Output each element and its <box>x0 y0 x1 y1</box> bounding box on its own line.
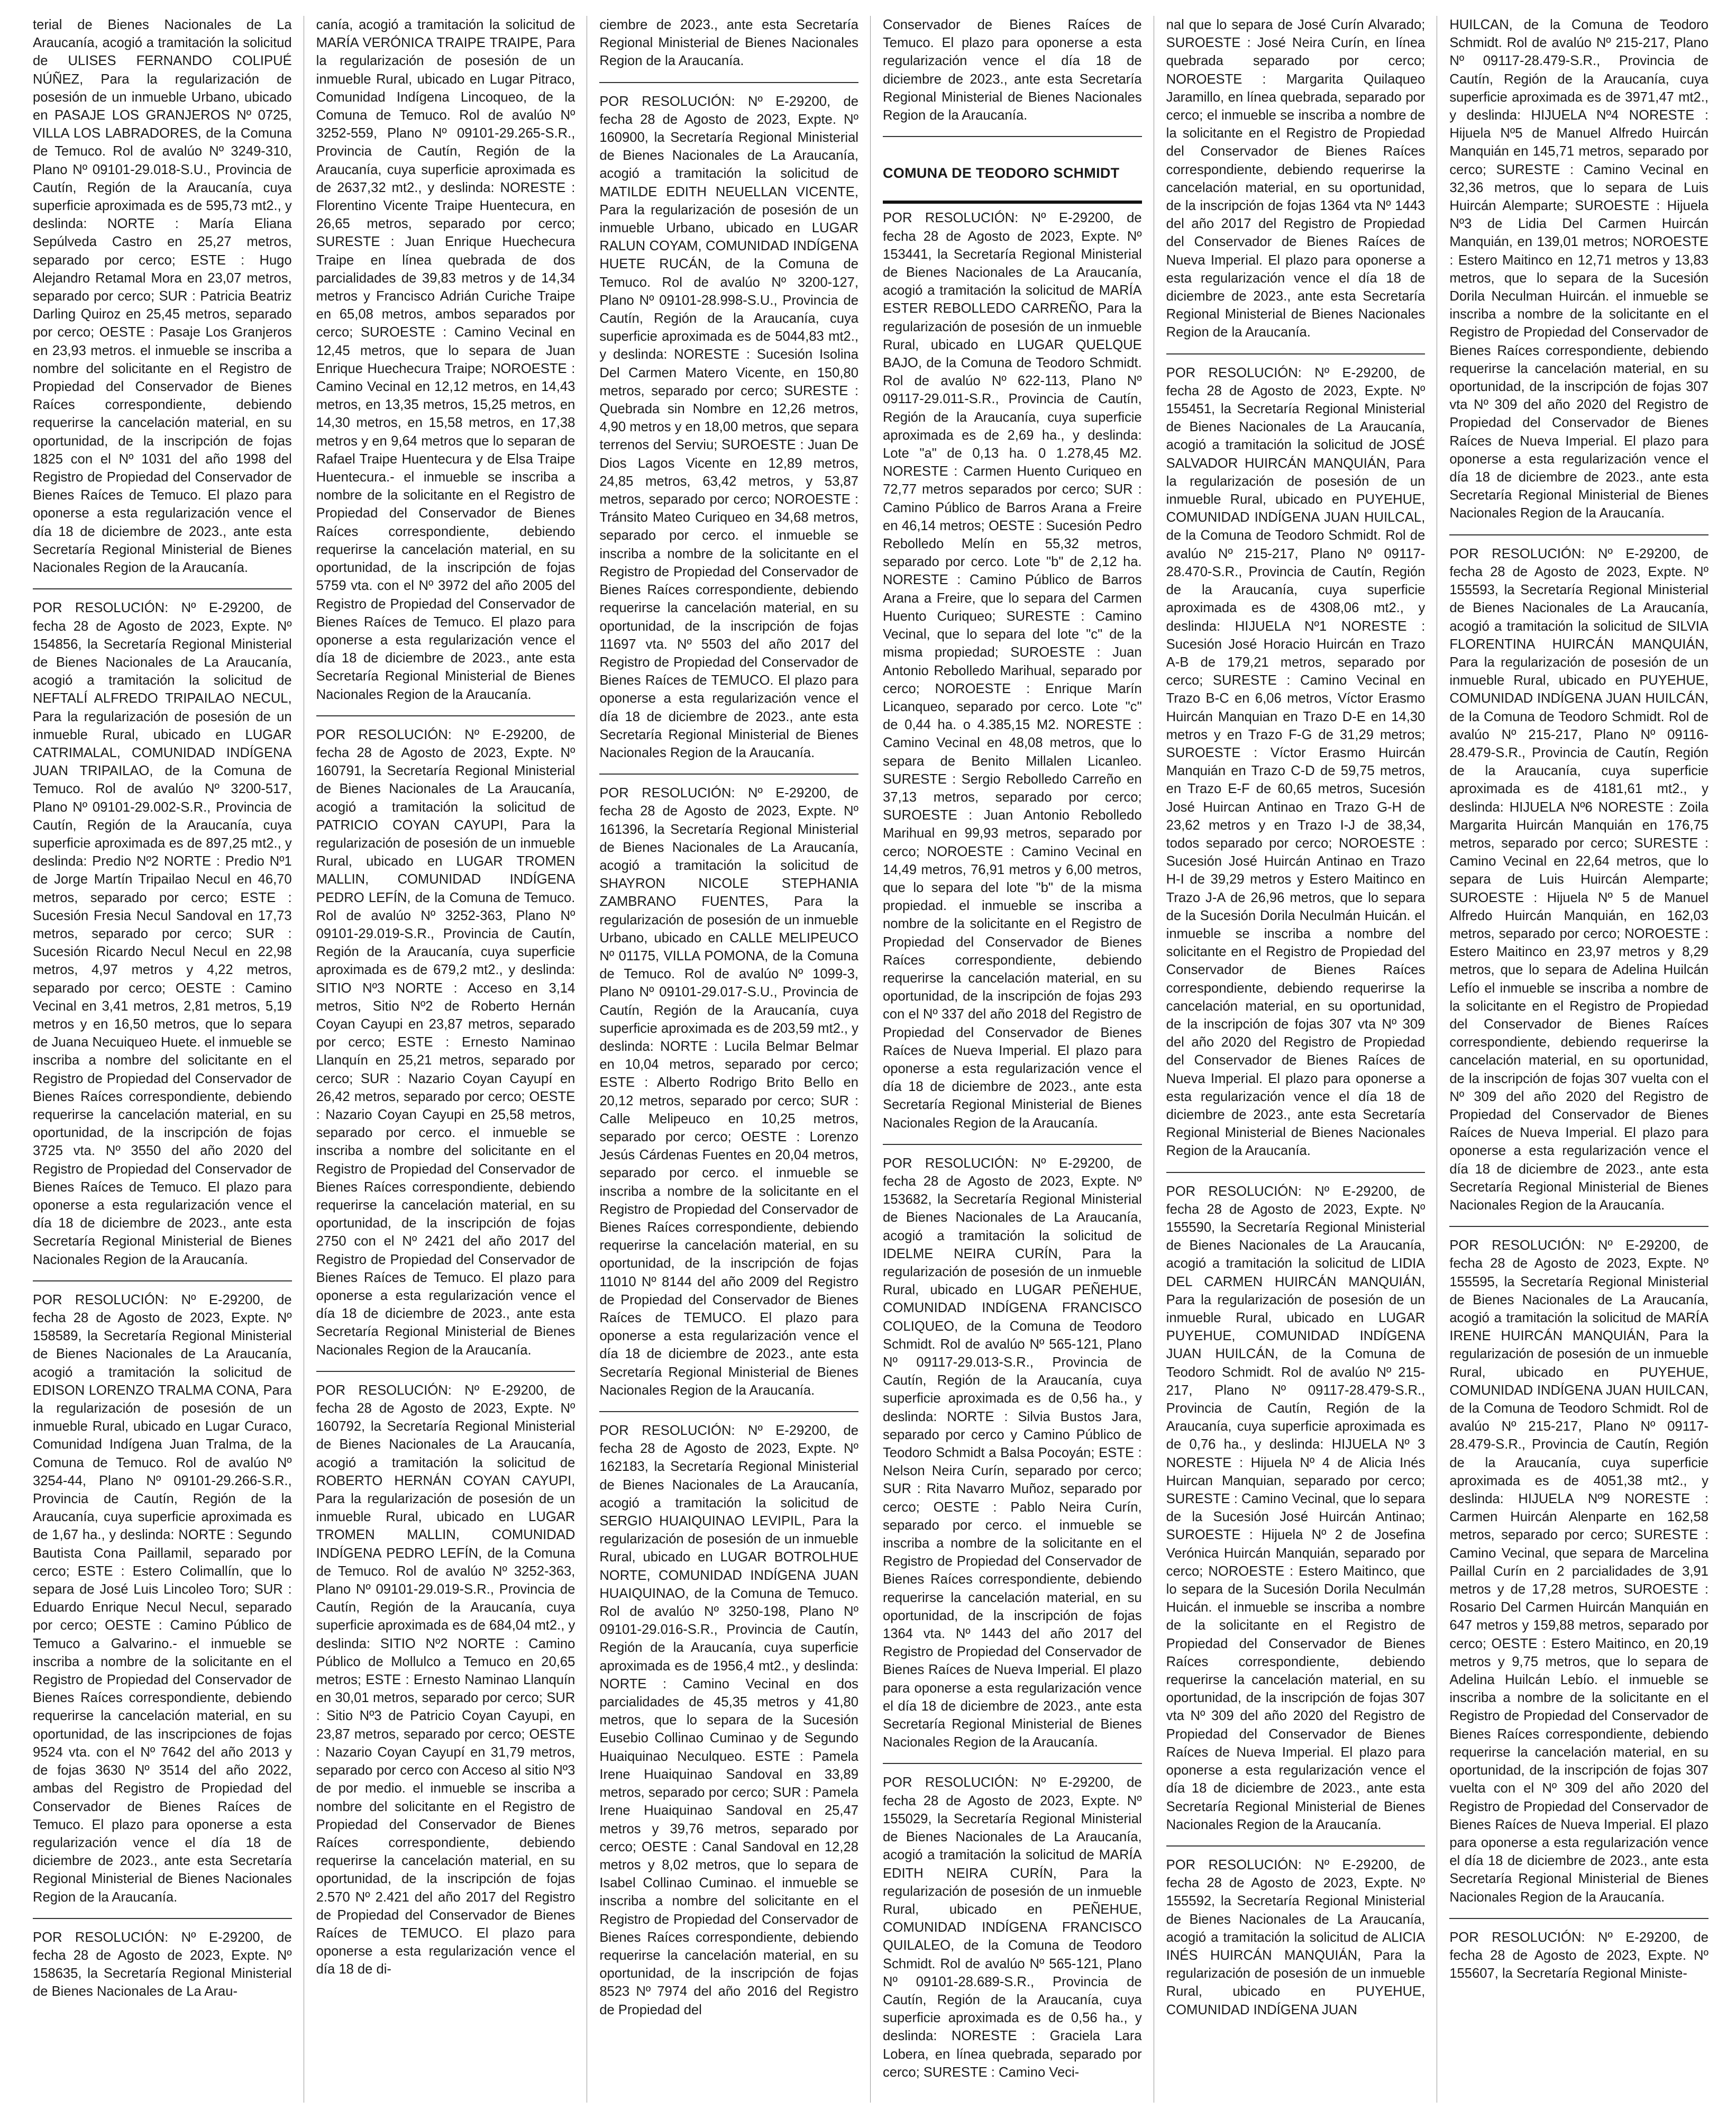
notice-text: POR RESOLUCIÓN: Nº E-29200, de fecha 28 de Agosto de 2023, Expte. Nº 155593, la Secretaría Regional Ministerial de Bienes Nacionales de La Araucanía, acogió a tramitación la solicitud de SILVIA FLORENTINA HUIRCÁN MANQUIÁN, Para la regularización de posesión de un inmueble Rural, ubicado en PUYEHUE, COMUNIDAD INDÍGENA JUAN HUILCÁN, de la Comuna de Teodoro Schmidt. Rol de avalúo Nº 215-217, Plano Nº 09116-28.479-S.R., Provincia de Cautín, Región de la Araucanía, cuya superficie aproximada es de 4181,61 mt2., y deslinda: HIJUELA Nº6 NORESTE : Zoila Margarita Huircán Manquián en 176,75 metros, separado por cerco; SURESTE : Camino Vecinal en 22,64 metros, que lo separa de Luis Huircán Alemparte; SUROESTE : Hijuela Nº 5 de Manuel Alfredo Huircán Manquián, en 162,03 metros, separado por cerco; NOROESTE : Estero Maitinco en 23,97 metros y 8,29 metros, que lo separa de Adelina Huilcán Lefío el inmueble se inscriba a nombre de la solicitante en el Registro de Propiedad del Conservador de Bienes Raíces correspondiente, debiendo requerirse la cancelación material, en su oportunidad, de la inscripción de fojas 307 vuelta con el Nº 309 del año 2020 del Registro de Propiedad del Conservador de Bienes Raíces de Nueva Imperial. El plazo para oponerse a esta regularización vence el día 18 de diciembre de 2023., ante esta Secretaría Regional Ministerial de Bienes Nacionales Region de la Araucanía. <box>1449 546 1708 1213</box>
legal-notice <box>883 209 1142 1144</box>
column-3 <box>599 16 858 2103</box>
legal-notice <box>1166 1183 1426 1847</box>
notice-text: COMUNA DE TEODORO SCHMIDT <box>882 165 1120 181</box>
notice-text: POR RESOLUCIÓN: Nº E-29200, de fecha 28 de Agosto de 2023, Expte. Nº 155029, la Secretaría Regional Ministerial de Bienes Nacionales de La Araucanía, acogió a tramitación la solicitud de MARÍA EDITH NEIRA CURÍN, Para la regularización de posesión de un inmueble Rural, ubicado en PEÑEHUE, COMUNIDAD INDÍGENA FRANCISCO QUILALEO, de la Comuna de Teodoro Schmidt. Rol de avalúo Nº 565-121, Plano Nº 09101-28.689-S.R., Provincia de Cautín, Región de la Araucanía, cuya superficie aproximada es de 0,56 ha., y deslinda: NORESTE : Graciela Lara Lobera, en línea quebrada, separado por cerco; SURESTE : Camino Veci- <box>882 1775 1142 2080</box>
notice-text: POR RESOLUCIÓN: Nº E-29200, de fecha 28 de Agosto de 2023, Expte. Nº 160900, la Secretaría Regional Ministerial de Bienes Nacionales de La Araucanía, acogió a tramitación la solicitud de MATILDE EDITH NEUELLAN VICENTE, Para la regularización de posesión de un inmueble Urbano, ubicado en LUGAR RALUN COYAM, COMUNIDAD INDÍGENA HUETE RUCÁN, de la Comuna de Temuco. Rol de avalúo Nº 3200-127, Plano Nº 09101-28.998-S.U., Provincia de Cautín, Región de la Araucanía, cuya superficie aproximada es de 5044,83 mt2., y deslinda: NORESTE : Sucesión Isolina Del Carmen Matero Vicente, en 150,80 metros, separado por cerco; SURESTE : Quebrada sin Nombre en 12,26 metros, 4,90 metros y en 18,00 metros, que separa terrenos del Serviu; SUROESTE : Juan De Dios Lagos Vicente en 12,89 metros, 24,85 metros, 63,42 metros, y 53,87 metros, separado por cerco; NOROESTE : Tránsito Mateo Curiqueo en 34,68 metros, separado por cerco. el inmueble se inscriba a nombre de la solicitante en el Registro de Propiedad del Conservador de Bienes Raíces correspondiente, debiendo requerirse la cancelación material, en su oportunidad, de la inscripción de fojas 11697 vta. Nº 5503 del año 2017 del Registro de Propiedad del Conservador de Bienes Raíces de TEMUCO. El plazo para oponerse a esta regularización vence el día 18 de diciembre de 2023., ante esta Secretaría Regional Ministerial de Bienes Nacionales Region de la Araucanía. <box>599 94 858 760</box>
legal-notice <box>316 1381 575 1990</box>
legal-notice <box>33 1929 292 2013</box>
notice-text: POR RESOLUCIÓN: Nº E-29200, de fecha 28 de Agosto de 2023, Expte. Nº 153441, la Secretaría Regional Ministerial de Bienes Nacionales de La Araucanía, acogió a tramitación la solicitud de MARÍA ESTER REBOLLEDO CARREÑO, Para la regularización de posesión de un inmueble Rural, ubicado en LUGAR QUELQUE BAJO, de la Comuna de Teodoro Schmidt. Rol de avalúo Nº 622-113, Plano Nº 09117-29.011-S.R., Provincia de Cautín, Región de la Araucanía, cuya superficie aproximada es de 2,69 ha., y deslinda: Lote "a" de 0,13 ha. 0 1.278,45 M2. NORESTE : Carmen Huento Curiqueo en 72,77 metros separados por cerco; SUR : Camino Público de Barros Arana a Freire en 46,14 metros; OESTE : Sucesión Pedro Rebolledo Melín en 55,32 metros, separado por cerco. Lote "b" de 2,12 ha. NORESTE : Camino Público de Barros Arana a Freire, que lo separa del Carmen Huento Curiqueo; SURESTE : Camino Vecinal, que lo separa del lote "c" de la misma propiedad; SUROESTE : Juan Antonio Rebolledo Marihual, separado por cerco; NOROESTE : Enrique Marín Licanqueo, separado por cerco. Lote "c" de 0,44 ha. o 4.385,15 M2. NORESTE : Camino Vecinal en 48,08 metros, que lo separa de Benito Millalen Licanleo. SURESTE : Sergio Rebolledo Carreño en 37,13 metros, separado por cerco; SUROESTE : Juan Antonio Rebolledo Marihual en 99,93 metros, separado por cerco; NOROESTE : Camino Vecinal en 14,49 metros, 76,91 metros y 6,00 metros, que lo separa del lote "b" de la misma propiedad. el inmueble se inscriba a nombre de la solicitante en el Registro de Propiedad del Conservador de Bienes Raíces correspondiente, debiendo requerirse la cancelación material, en su oportunidad, de la inscripción de fojas 293 con el Nº 337 del año 2018 del Registro de Propiedad del Conservador de Bienes Raíces de Nueva Imperial. El plazo para oponerse a esta regularización vence el día 18 de diciembre de 2023., ante esta Secretaría Regional Ministerial de Bienes Nacionales Region de la Araucanía. <box>882 211 1142 1131</box>
notice-text: POR RESOLUCIÓN: Nº E-29200, de fecha 28 de Agosto de 2023, Expte. Nº 158589, la Secretaría Regional Ministerial de Bienes Nacionales de La Araucanía, acogió a tramitación la solicitud de EDISON LORENZO TRALMA CONA, Para la regularización de posesión de un inmueble Rural, ubicado en Lugar Curaco, Comunidad Indígena Juan Tralma, de la Comuna de Temuco. Rol de avalúo Nº 3254-44, Plano Nº 09101-29.266-S.R., Provincia de Cautín, Región de la Araucanía, cuya superficie aproximada es de 1,67 ha., y deslinda: NORTE : Segundo Bautista Cona Paillamil, separado por cerco; ESTE : Estero Colimallín, que lo separa de José Luis Lincoleo Toro; SUR : Eduardo Enrique Necul Necul, separado por cerco; OESTE : Camino Público de Temuco a Galvarino.- el inmueble se inscriba a nombre de la solicitante en el Registro de Propiedad del Conservador de Bienes Raíces correspondiente, debiendo requerirse la cancelación material, en su oportunidad, de las inscripciones de fojas 9524 vta. con el Nº 7642 del año 2013 y de fojas 3630 Nº 3514 del año 2022, ambas del Registro de Propiedad del Conservador de Bienes Raíces de Temuco. El plazo para oponerse a esta regularización vence el día 18 de diciembre de 2023., ante esta Secretaría Regional Ministerial de Bienes Nacionales Region de la Araucanía. <box>33 1292 292 1905</box>
notice-text: ciembre de 2023., ante esta Secretaría Regional Ministerial de Bienes Nacionales Region de la Araucanía. <box>599 17 858 69</box>
notice-continuation <box>33 16 292 589</box>
legal-notice <box>883 1154 1142 1765</box>
legal-notice <box>1166 364 1426 1173</box>
legal-notice <box>316 726 575 1372</box>
notice-text: nal que lo separa de José Curín Alvarado; SUROESTE : José Neira Curín, en línea quebrada separado por cerco; NOROESTE : Margarita Quilaqueo Jaramillo, en línea quebrada, separado por cerco; el inmueble se inscriba a nombre de la solicitante en el Registro de Propiedad del Conservador de Bienes Raíces correspondiente, debiendo requerirse la cancelación material, en su oportunidad, de la inscripción de fojas 1364 vta Nº 1443 del año 2017 del Registro de Propiedad del Conservador de Bienes Raíces de Nueva Imperial. El plazo para oponerse a esta regularización vence el día 18 de diciembre de 2023., ante esta Secretaría Regional Ministerial de Bienes Nacionales Region de la Araucanía. <box>1166 17 1426 340</box>
notice-text: Conservador de Bienes Raíces de Temuco. El plazo para oponerse a esta regularización vence el día 18 de diciembre de 2023., ante esta Secretaría Regional Ministerial de Bienes Nacionales Region de la Araucanía. <box>882 17 1142 123</box>
notice-text: POR RESOLUCIÓN: Nº E-29200, de fecha 28 de Agosto de 2023, Expte. Nº 153682, la Secretaría Regional Ministerial de Bienes Nacionales de La Araucanía, acogió a tramitación la solicitud de IDELME NEIRA CURÍN, Para la regularización de posesión de un inmueble Rural, ubicado en LUGAR PEÑEHUE, COMUNIDAD INDÍGENA FRANCISCO COLIQUEO, de la Comuna de Teodoro Schmidt. Rol de avalúo Nº 565-121, Plano Nº 09117-29.013-S.R., Provincia de Cautín, Región de la Araucanía, cuya superficie aproximada es de 0,56 ha., y deslinda: NORTE : Silvia Bustos Jara, separado por cerco y Camino Público de Teodoro Schmidt a Balsa Pocoyán; ESTE : Nelson Neira Curín, separado por cerco; SUR : Rita Navarro Muñoz, separado por cerco; OESTE : Pablo Neira Curín, separado por cerco. el inmueble se inscriba a nombre de la solicitante en el Registro de Propiedad del Conservador de Bienes Raíces correspondiente, debiendo requerirse la cancelación material, en su oportunidad, de la inscripción de fojas 1364 vta. Nº 1443 del año 2017 del Registro de Propiedad del Conservador de Bienes Raíces de Nueva Imperial. El plazo para oponerse a esta regularización vence el día 18 de diciembre de 2023., ante esta Secretaría Regional Ministerial de Bienes Nacionales Region de la Araucanía. <box>882 1156 1142 1750</box>
legal-notice <box>33 599 292 1281</box>
notice-text: canía, acogió a tramitación la solicitud de MARÍA VERÓNICA TRAIPE TRAIPE, Para la regularización de posesión de un inmueble Rural, ubicado en Lugar Pitraco, Comunidad Indígena Lincoqueo, de la Comuna de Temuco. Rol de avalúo Nº 3252-559, Plano Nº 09101-29.265-S.R., Provincia de Cautín, Región de la Araucanía, cuya superficie aproximada es de 2637,32 mt2., y deslinda: NORESTE : Florentino Vicente Traipe Huentecura, en 26,65 metros, separado por cerco; SURESTE : Juan Enrique Huechecura Traipe en línea quebrada de dos parcialidades de 39,83 metros y de 14,34 metros y Francisco Adrián Curiche Traipe en 65,08 metros, ambos separados por cerco; SUROESTE : Camino Vecinal en 12,45 metros, que lo separa de Juan Enrique Huechecura Traipe; NOROESTE : Camino Vecinal en 12,12 metros, en 14,43 metros, en 13,35 metros, 15,25 metros, en 14,30 metros, en 15,58 metros, en 17,38 metros y en 9,64 metros que lo separan de Rafael Traipe Huentecura y de Elsa Traipe Huentecura.- el inmueble se inscriba a nombre de la solicitante en el Registro de Propiedad del Conservador de Bienes Raíces correspondiente, debiendo requerirse la cancelación material, en su oportunidad, de la inscripción de fojas 5759 vta. con el Nº 3972 del año 2005 del Registro de Propiedad del Conservador de Bienes Raíces de Temuco. El plazo para oponerse a esta regularización vence el día 18 de diciembre de 2023., ante esta Secretaría Regional Ministerial de Bienes Nacionales Region de la Araucanía. <box>316 17 575 702</box>
notice-continuation <box>1166 16 1426 354</box>
notice-text: terial de Bienes Nacionales de La Araucanía, acogió a tramitación la solicitud de ULISES FERNANDO COLIPUÉ NÚÑEZ, Para la regularización de posesión de un inmueble Urbano, ubicado en PASAJE LOS GRANJEROS Nº 0725, VILLA LOS LABRADORES, de la Comuna de Temuco. Rol de avalúo Nº 3249-310, Plano Nº 09101-29.018-S.U., Provincia de Cautín, Región de la Araucanía, cuya superficie aproximada es de 595,73 mt2., y deslinda: NORTE : María Eliana Sepúlveda Castro en 25,27 metros, separado por cerco; ESTE : Hugo Alejandro Retamal Mora en 23,07 metros, separado por cerco; SUR : Patricia Beatriz Darling Quiroz en 25,45 metros, separado por cerco; OESTE : Pasaje Los Granjeros en 23,93 metros. el inmueble se inscriba a nombre del solicitante en el Registro de Propiedad del Conservador de Bienes Raíces correspondiente, debiendo requerirse la cancelación material, en su oportunidad, de la inscripción de fojas 1825 con el Nº 1031 del año 1998 del Registro de Propiedad del Conservador de Bienes Raíces de Temuco. El plazo para oponerse a esta regularización vence el día 18 de diciembre de 2023., ante esta Secretaría Regional Ministerial de Bienes Nacionales Region de la Araucanía. <box>33 17 292 576</box>
notice-continuation <box>599 16 858 83</box>
notice-text: POR RESOLUCIÓN: Nº E-29200, de fecha 28 de Agosto de 2023, Expte. Nº 154856, la Secretaría Regional Ministerial de Bienes Nacionales de La Araucanía, acogió a tramitación la solicitud de NEFTALÍ ALFREDO TRIPAILAO NECUL, Para la regularización de posesión de un inmueble Rural, ubicado en LUGAR CATRIMALAL, COMUNIDAD INDÍGENA JUAN TRIPAILAO, de la Comuna de Temuco. Rol de avalúo Nº 3200-517, Plano Nº 09101-29.002-S.R., Provincia de Cautín, Región de la Araucanía, cuya superficie aproximada es de 897,25 mt2., y deslinda: Predio Nº2 NORTE : Predio Nº1 de Jorge Martín Tripailao Necul en 46,70 metros, separado por cerco; ESTE : Sucesión Fresia Necul Sandoval en 17,73 metros, separado por cerco; SUR : Sucesión Ricardo Necul Necul en 22,98 metros, 4,97 metros y 4,22 metros, separado por cerco; OESTE : Camino Vecinal en 3,41 metros, 2,81 metros, 5,19 metros y en 16,50 metros, que lo separa de Juana Necuiqueo Huete. el inmueble se inscriba a nombre del solicitante en el Registro de Propiedad del Conservador de Bienes Raíces correspondiente, debiendo requerirse la cancelación material, en su oportunidad, de la inscripción de fojas 3725 vta. Nº 3550 del año 2020 del Registro de Propiedad del Conservador de Bienes Raíces de Temuco. El plazo para oponerse a esta regularización vence el día 18 de diciembre de 2023., ante esta Secretaría Regional Ministerial de Bienes Nacionales Region de la Araucanía. <box>33 601 292 1267</box>
notice-text: POR RESOLUCIÓN: Nº E-29200, de fecha 28 de Agosto de 2023, Expte. Nº 160791, la Secretaría Regional Ministerial de Bienes Nacionales de La Araucanía, acogió a tramitación la solicitud de PATRICIO COYAN CAYUPI, Para la regularización de posesión de un inmueble Rural, ubicado en LUGAR TROMEN MALLIN, COMUNIDAD INDÍGENA PEDRO LEFÍN, de la Comuna de Temuco. Rol de avalúo Nº 3252-363, Plano Nº 09101-29.019-S.R., Provincia de Cautín, Región de la Araucanía, cuya superficie aproximada es de 679,2 mt2., y deslinda: SITIO Nº3 NORTE : Acceso en 3,14 metros, Sitio Nº2 de Roberto Hernán Coyan Cayupi en 23,87 metros, separado por cerco; ESTE : Ernesto Naminao Llanquín en 25,21 metros, separado por cerco; SUR : Nazario Coyan Cayupí en 26,42 metros, separado por cerco; OESTE : Nazario Coyan Cayupi en 25,58 metros, separado por cerco. el inmueble se inscriba a nombre del solicitante en el Registro de Propiedad del Conservador de Bienes Raíces correspondiente, debiendo requerirse la cancelación material, en su oportunidad, de la inscripción de fojas 2750 con el Nº 2421 del año 2017 del Registro de Propiedad del Conservador de Bienes Raíces de Temuco. El plazo para oponerse a esta regularización vence el día 18 de diciembre de 2023., ante esta Secretaría Regional Ministerial de Bienes Nacionales Region de la Araucanía. <box>316 727 575 1358</box>
notice-text: POR RESOLUCIÓN: Nº E-29200, de fecha 28 de Agosto de 2023, Expte. Nº 155451, la Secretaría Regional Ministerial de Bienes Nacionales de La Araucanía, acogió a tramitación la solicitud de JOSÉ SALVADOR HUIRCÁN MANQUIÁN, Para la regularización de posesión de un inmueble Rural, ubicado en PUYEHUE, COMUNIDAD INDÍGENA JUAN HUILCAL, de la Comuna de Teodoro Schmidt. Rol de avalúo Nº 215-217, Plano Nº 09117-28.470-S.R., Provincia de Cautín, Región de la Araucanía, cuya superficie aproximada es de 4308,06 mt2., y deslinda: HIJUELA Nº1 NORESTE : Sucesión José Horacio Huircán en Trazo A-B de 179,21 metros, separado por cerco; SURESTE : Camino Vecinal en Trazo B-C en 6,06 metros, Víctor Erasmo Huircán Manquian en Trazo D-E en 14,30 metros y en Trazo F-G de 31,29 metros; SUROESTE : Víctor Erasmo Huircán Manquián en Trazo C-D de 59,75 metros, en Trazo E-F de 60,65 metros, Sucesión José Huircan Antinao en Trazo G-H de 23,62 metros y en Trazo I-J de 38,34, todos separado por cerco; NOROESTE : Sucesión José Huircán Antinao en Trazo H-I de 39,29 metros y Estero Maitinco en Trazo J-A de 26,96 metros, que lo separa de la Sucesión Dorila Neculmán Huicán. el inmueble se inscriba a nombre del solicitante en el Registro de Propiedad del Conservador de Bienes Raíces correspondiente, debiendo requerirse la cancelación material, en su oportunidad, de la inscripción de fojas 307 vta Nº 309 del año 2020 del Registro de Propiedad del Conservador de Bienes Raíces de Nueva Imperial. El plazo para oponerse a esta regularización vence el día 18 de diciembre de 2023., ante esta Secretaría Regional Ministerial de Bienes Nacionales Region de la Araucanía. <box>1166 365 1426 1159</box>
legal-notice <box>1449 545 1708 1227</box>
legal-notice <box>883 1774 1142 2093</box>
notice-text: POR RESOLUCIÓN: Nº E-29200, de fecha 28 de Agosto de 2023, Expte. Nº 162183, la Secretaría Regional Ministerial de Bienes Nacionales de La Araucanía, acogió a tramitación la solicitud de SERGIO HUAIQUINAO LEVIPIL, Para la regularización de posesión de un inmueble Rural, ubicado en LUGAR BOTROLHUE NORTE, COMUNIDAD INDÍGENA JUAN HUAIQUINAO, de la Comuna de Temuco. Rol de avalúo Nº 3250-198, Plano Nº 09101-29.016-S.R., Provincia de Cautín, Región de la Araucanía, cuya superficie aproximada es de 1956,4 mt2., y deslinda: NORTE : Camino Vecinal en dos parcialidades de 45,35 metros y 41,80 metros, que lo separa de la Sucesión Eusebio Collinao Cuminao y de Segundo Huaiquinao Neculqueo. ESTE : Pamela Irene Huaiquinao Sandoval en 33,89 metros, separado por cerco; SUR : Pamela Irene Huaiquinao Sandoval en 25,47 metros y 39,76 metros, separado por cerco; OESTE : Canal Sandoval en 12,28 metros y 8,02 metros, que lo separa de Isabel Collinao Cuminao. el inmueble se inscriba a nombre del solicitante en el Registro de Propiedad del Conservador de Bienes Raíces correspondiente, debiendo requerirse la cancelación material, en su oportunidad, de la inscripción de fojas 8523 Nº 7974 del año 2016 del Registro de Propiedad del <box>599 1423 858 2017</box>
notice-text: POR RESOLUCIÓN: Nº E-29200, de fecha 28 de Agosto de 2023, Expte. Nº 158635, la Secretaría Regional Ministerial de Bienes Nacionales de La Arau- <box>33 1930 292 1999</box>
legal-notice <box>1449 1236 1708 1919</box>
notice-text: POR RESOLUCIÓN: Nº E-29200, de fecha 28 de Agosto de 2023, Expte. Nº 155595, la Secretaría Regional Ministerial de Bienes Nacionales de La Araucanía, acogió a tramitación la solicitud de MARÍA IRENE HUIRCÁN MANQUIÁN, Para la regularización de posesión de un inmueble Rural, ubicado en PUYEHUE, COMUNIDAD INDÍGENA JUAN HUILCAN, de la Comuna de Teodoro Schmidt. Rol de avalúo Nº 215-217, Plano Nº 09117-28.479-S.R., Provincia de Cautín, Región de la Araucanía, cuya superficie aproximada es de 4051,38 mt2., y deslinda: HIJUELA Nº9 NORESTE : Carmen Huircán Alenparte en 162,58 metros, separado por cerco; SURESTE : Camino Vecinal, que separa de Marcelina Paillal Curín en 2 parcialidades de 3,91 metros y de 17,28 metros, SUROESTE : Rosario Del Carmen Huircán Manquián en 647 metros y 159,88 metros, separado por cerco; OESTE : Estero Maitinco, en 20,19 metros y 9,75 metros, que lo separa de Adelina Huilcán Lebío. el inmueble se inscriba a nombre de la solicitante en el Registro de Propiedad del Conservador de Bienes Raíces correspondiente, debiendo requerirse la cancelación material, en su oportunidad, de la inscripción de fojas 307 vuelta con el Nº 309 del año 2020 del Registro de Propiedad del Conservador de Bienes Raíces de Nueva Imperial. El plazo para oponerse a esta regularización vence el día 18 de diciembre de 2023., ante esta Secretaría Regional Ministerial de Bienes Nacionales Region de la Araucanía. <box>1449 1238 1708 1905</box>
column-4 <box>883 16 1142 2103</box>
legal-notice <box>599 93 858 775</box>
section-heading <box>883 147 1142 204</box>
legal-notice <box>1449 1929 1708 1995</box>
column-1 <box>33 16 292 2103</box>
legal-notice <box>33 1291 292 1919</box>
legal-notice <box>599 784 858 1412</box>
notice-continuation <box>316 16 575 716</box>
notice-text: POR RESOLUCIÓN: Nº E-29200, de fecha 28 de Agosto de 2023, Expte. Nº 160792, la Secretaría Regional Ministerial de Bienes Nacionales de La Araucanía, acogió a tramitación la solicitud de ROBERTO HERNÁN COYAN CAYUPI, Para la regularización de posesión de un inmueble Rural, ubicado en LUGAR TROMEN MALLIN, COMUNIDAD INDÍGENA PEDRO LEFÍN, de la Comuna de Temuco. Rol de avalúo Nº 3252-363, Plano Nº 09101-29.019-S.R., Provincia de Cautín, Región de la Araucanía, cuya superficie aproximada es de 684,04 mt2., y deslinda: SITIO Nº2 NORTE : Camino Público de Mollulco a Temuco en 20,65 metros; ESTE : Ernesto Naminao Llanquín en 30,01 metros, separado por cerco; SUR : Sitio Nº3 de Patricio Coyan Cayupi, en 23,87 metros, separado por cerco; OESTE : Nazario Coyan Cayupí en 31,79 metros, separado por cerco con Acceso al sitio Nº3 de por medio. el inmueble se inscriba a nombre del solicitante en el Registro de Propiedad del Conservador de Bienes Raíces correspondiente, debiendo requerirse la cancelación material, en su oportunidad, de la inscripción de fojas 2.570 Nº 2.421 del año 2017 del Registro de Propiedad del Conservador de Bienes Raíces de TEMUCO. El plazo para oponerse a esta regularización vence el día 18 de di- <box>316 1383 575 1977</box>
notice-text: HUILCAN, de la Comuna de Teodoro Schmidt. Rol de avalúo Nº 215-217, Plano Nº 09117-28.479-S.R., Provincia de Cautín, Región de la Araucanía, cuya superficie aproximada es de 3971,47 mt2., y deslinda: HIJUELA Nº4 NORESTE : Hijuela Nº5 de Manuel Alfredo Huircán Manquián en 145,71 metros, separado por cerco; SURESTE : Camino Vecinal en 32,36 metros, que lo separa de Luis Huircán Alemparte; SUROESTE : Hijuela Nº3 de Lidia Del Carmen Huircán Manquián, en 139,01 metros; NOROESTE : Estero Maitinco en 12,71 metros y 13,83 metros, que lo separa de la Sucesión Dorila Neculman Huircán. el inmueble se inscriba a nombre de la solicitante en el Registro de Propiedad del Conservador de Bienes Raíces correspondiente, debiendo requerirse la cancelación material, en su oportunidad, de la inscripción de fojas 307 vta Nº 309 del año 2020 del Registro de Propiedad del Conservador de Bienes Raíces de Nueva Imperial. El plazo para oponerse a esta regularización vence el día 18 de diciembre de 2023., ante esta Secretaría Regional Ministerial de Bienes Nacionales Region de la Araucanía. <box>1449 17 1708 521</box>
column-2 <box>316 16 575 2103</box>
notice-text: POR RESOLUCIÓN: Nº E-29200, de fecha 28 de Agosto de 2023, Expte. Nº 155607, la Secretaría Regional Ministe- <box>1449 1930 1708 1981</box>
legal-notice <box>599 1422 858 2031</box>
notice-text: POR RESOLUCIÓN: Nº E-29200, de fecha 28 de Agosto de 2023, Expte. Nº 155590, la Secretaría Regional Ministerial de Bienes Nacionales de La Araucanía, acogió a tramitación la solicitud de LIDIA DEL CARMEN HUIRCÁN MANQUIÁN, Para la regularización de posesión de un inmueble Rural, ubicado en LUGAR PUYEHUE, COMUNIDAD INDÍGENA JUAN HUILCÁN, de la Comuna de Teodoro Schmidt. Rol de avalúo Nº 215-217, Plano Nº 09117-28.479-S.R., Provincia de Cautín, Región de la Araucanía, cuya superficie aproximada es de 0,76 ha., y deslinda: HIJUELA Nº 3 NORESTE : Hijuela Nº 4 de Alicia Inés Huircan Manquian, separado por cerco; SURESTE : Camino Vecinal, que lo separa de la Sucesión José Huircán Antinao; SUROESTE : Hijuela Nº 2 de Josefina Verónica Huircán Manquián, separado por cerco; NOROESTE : Estero Maitinco, que lo separa de la Sucesión Dorila Neculmán Huicán. el inmueble se inscriba a nombre de la solicitante en el Registro de Propiedad del Conservador de Bienes Raíces correspondiente, debiendo requerirse la cancelación material, en su oportunidad, de la inscripción de fojas 307 vta Nº 309 del año 2020 del Registro de Propiedad del Conservador de Bienes Raíces de Nueva Imperial. El plazo para oponerse a esta regularización vence el día 18 de diciembre de 2023., ante esta Secretaría Regional Ministerial de Bienes Nacionales Region de la Araucanía. <box>1166 1184 1426 1832</box>
notice-text: POR RESOLUCIÓN: Nº E-29200, de fecha 28 de Agosto de 2023, Expte. Nº 161396, la Secretaría Regional Ministerial de Bienes Nacionales de La Araucanía, acogió a tramitación la solicitud de SHAYRON NICOLE STEPHANIA ZAMBRANO FUENTES, Para la regularización de posesión de un inmueble Urbano, ubicado en CALLE MELIPEUCO Nº 01175, VILLA POMONA, de la Comuna de Temuco. Rol de avalúo Nº 1099-3, Plano Nº 09101-29.017-S.U., Provincia de Cautín, Región de la Araucanía, cuya superficie aproximada es de 203,59 mt2., y deslinda: NORTE : Lucila Belmar Belmar en 10,04 metros, separado por cerco; ESTE : Alberto Rodrigo Brito Bello en 20,12 metros, separado por cerco; SUR : Calle Melipeuco en 10,25 metros, separado por cerco; OESTE : Lorenzo Jesús Cárdenas Fuentes en 20,04 metros, separado por cerco. el inmueble se inscriba a nombre de la solicitante en el Registro de Propiedad del Conservador de Bienes Raíces correspondiente, debiendo requerirse la cancelación material, en su oportunidad, de la inscripción de fojas 11010 Nº 8144 del año 2009 del Registro de Propiedad del Conservador de Bienes Raíces de TEMUCO. El plazo para oponerse a esta regularización vence el día 18 de diciembre de 2023., ante esta Secretaría Regional Ministerial de Bienes Nacionales Region de la Araucanía. <box>599 786 858 1398</box>
notice-continuation <box>883 16 1142 137</box>
column-6 <box>1449 16 1708 2103</box>
notice-text: POR RESOLUCIÓN: Nº E-29200, de fecha 28 de Agosto de 2023, Expte. Nº 155592, la Secretaría Regional Ministerial de Bienes Nacionales de La Araucanía, acogió a tramitación la solicitud de ALICIA INÉS HUIRCÁN MANQUIÁN, Para la regularización de posesión de un inmueble Rural, ubicado en PUYEHUE, COMUNIDAD INDÍGENA JUAN <box>1166 1857 1426 2017</box>
column-5 <box>1166 16 1426 2103</box>
legal-notice <box>1166 1856 1426 2031</box>
notice-continuation <box>1449 16 1708 535</box>
